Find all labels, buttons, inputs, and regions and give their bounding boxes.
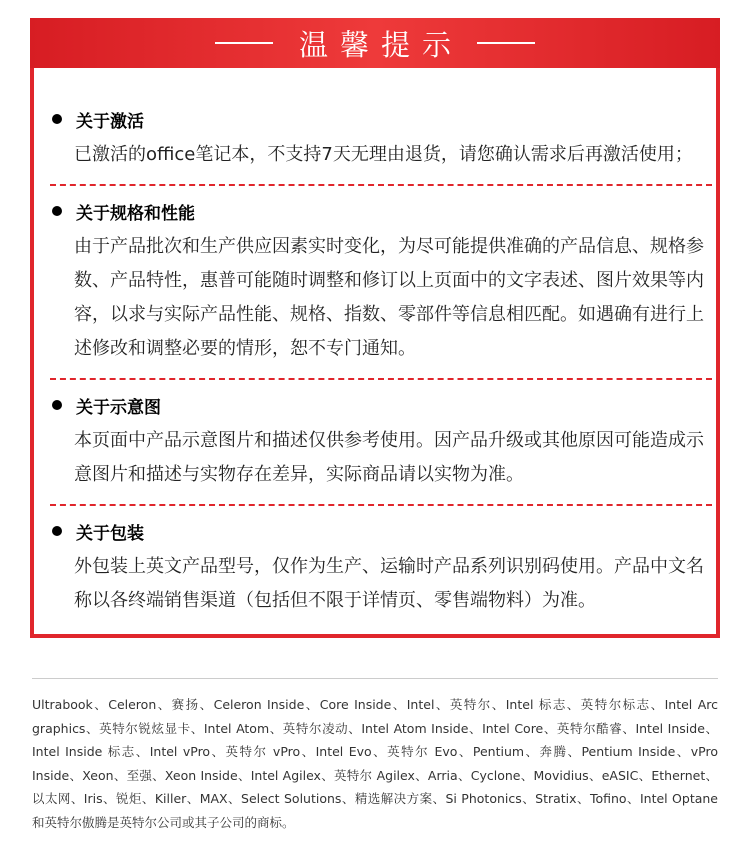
section-specs xyxy=(50,200,712,366)
notice-box xyxy=(30,18,720,638)
section-body: 外包装上英文产品型号，仅作为生产、运输时产品系列识别码使用。产品中文名称以各终端销售渠道（包括但不限于详情页、零售端物料）为准。 xyxy=(74,556,704,611)
section-title: 关于包装 xyxy=(76,523,144,544)
dashed-divider xyxy=(50,378,712,380)
bullet-icon xyxy=(52,400,62,410)
section-body: 本页面中产品示意图片和描述仅供参考使用。因产品升级或其他原因可能造成示意图片和描述与实物存在差异，实际商品请以实物为准。 xyxy=(74,430,704,485)
footer-divider xyxy=(32,678,718,679)
notice-header xyxy=(30,18,720,68)
bullet-icon xyxy=(52,526,62,536)
dashed-divider xyxy=(50,504,712,506)
notice-title: 温馨提示 xyxy=(298,27,463,62)
section-title: 关于激活 xyxy=(76,111,144,132)
bullet-icon xyxy=(52,206,62,216)
section-body: 由于产品批次和生产供应因素实时变化，为尽可能提供准确的产品信息、规格参数、产品特性，惠普可能随时调整和修订以上页面中的文字表述、图片效果等内容，以求与实际产品性能、规格、指数、零部件等信息相匹配。如遇确有进行上述修改和调整必要的情形，恕不专门通知。 xyxy=(74,236,704,359)
section-packaging xyxy=(50,520,712,618)
notice-sections xyxy=(50,108,712,618)
section-title: 关于规格和性能 xyxy=(76,203,195,224)
dashed-divider xyxy=(50,184,712,186)
header-rule-left xyxy=(215,42,273,44)
trademark-notice: Ultrabook、Celeron、赛扬、Celeron Inside、Core Inside、Intel、英特尔、Intel 标志、英特尔标志、Intel Arc graphics、英特尔锐炫显卡、Intel Atom、英特尔凌动、Intel Atom Inside、Intel Core、英特尔酷睿、Intel Inside、Intel Inside 标志、Intel vPro、英特尔 vPro、Intel Evo、英特尔 Evo、Pentium、奔腾、Pentium Inside、vPro Inside、Xeon、至强、Xeon Inside、Intel Agilex、英特尔 Agilex、Arria、Cyclone、Movidius、eASIC、Ethernet、以太网、Iris、锐炬、Killer、MAX、Select Solutions、精选解决方案、Si Photonics、Stratix、Tofino、Intel Optane 和英特尔傲腾是英特尔公司或其子公司的商标。 xyxy=(32,697,718,830)
section-activation xyxy=(50,108,712,172)
bullet-icon xyxy=(52,114,62,124)
section-images xyxy=(50,394,712,492)
section-body: 已激活的office笔记本，不支持7天无理由退货，请您确认需求后再激活使用； xyxy=(74,144,693,165)
section-title: 关于示意图 xyxy=(76,397,161,418)
header-rule-right xyxy=(477,42,535,44)
